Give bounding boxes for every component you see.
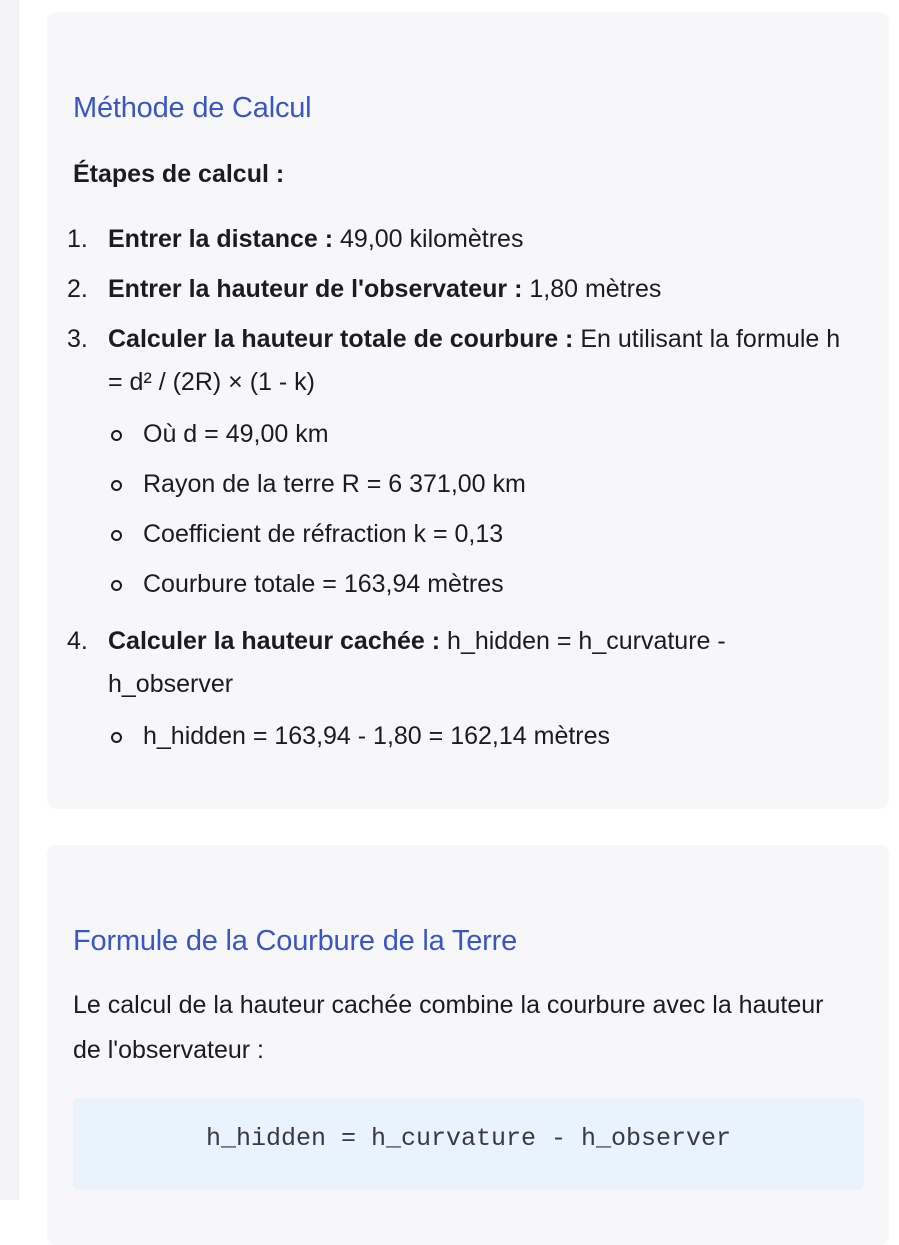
step-subitems (108, 715, 853, 758)
subitem-text: Coefficient de réfraction k = 0,13 (143, 520, 504, 548)
formula-code-block (73, 1098, 864, 1190)
subitem-text: Courbure totale = 163,94 mètres (143, 570, 504, 598)
list-item (108, 413, 853, 456)
circle-bullet-icon (111, 430, 122, 441)
circle-bullet-icon (111, 580, 122, 591)
formula-title: Formule de la Courbure de la Terre (73, 925, 518, 957)
subitem-text: Rayon de la terre R = 6 371,00 km (143, 470, 526, 498)
step-item (67, 318, 853, 606)
step-item (67, 268, 853, 311)
step-subitems (108, 413, 853, 606)
list-item (108, 513, 853, 556)
circle-bullet-icon (111, 480, 122, 491)
circle-bullet-icon (111, 732, 122, 743)
step-item (67, 620, 853, 758)
step-label: Calculer la hauteur totale de courbure : (108, 325, 574, 353)
method-title: Méthode de Calcul (73, 92, 312, 124)
step-text: 1,80 mètres (522, 275, 662, 303)
formula-card (47, 845, 889, 1245)
formula-description: Le calcul de la hauteur cachée combine la courbure avec la hauteur de l'observateur : (73, 991, 824, 1064)
step-number: 3. (67, 325, 88, 353)
circle-bullet-icon (111, 530, 122, 541)
step-number: 2. (67, 275, 88, 303)
step-item (67, 218, 853, 261)
step-label: Entrer la distance : (108, 225, 334, 253)
step-text: En utilisant la formule h = d² / (2R) × (1 - k) (108, 325, 841, 396)
subitem-text: h_hidden = 163,94 - 1,80 = 162,14 mètres (143, 722, 611, 750)
steps-list (67, 218, 853, 772)
subitem-text: Où d = 49,00 km (143, 420, 329, 448)
steps-subtitle: Étapes de calcul : (73, 160, 285, 188)
list-item (108, 463, 853, 506)
step-label: Calculer la hauteur cachée : (108, 627, 441, 655)
list-item (108, 715, 853, 758)
left-edge-panel (0, 0, 19, 1200)
list-item (108, 563, 853, 606)
step-label: Entrer la hauteur de l'observateur : (108, 275, 523, 303)
step-number: 1. (67, 225, 88, 253)
step-text: 49,00 kilomètres (333, 225, 524, 253)
step-text: h_hidden = h_curvature - h_observer (108, 627, 726, 698)
method-card (47, 12, 889, 809)
formula-code: h_hidden = h_curvature - h_observer (205, 1124, 732, 1153)
step-number: 4. (67, 627, 88, 655)
